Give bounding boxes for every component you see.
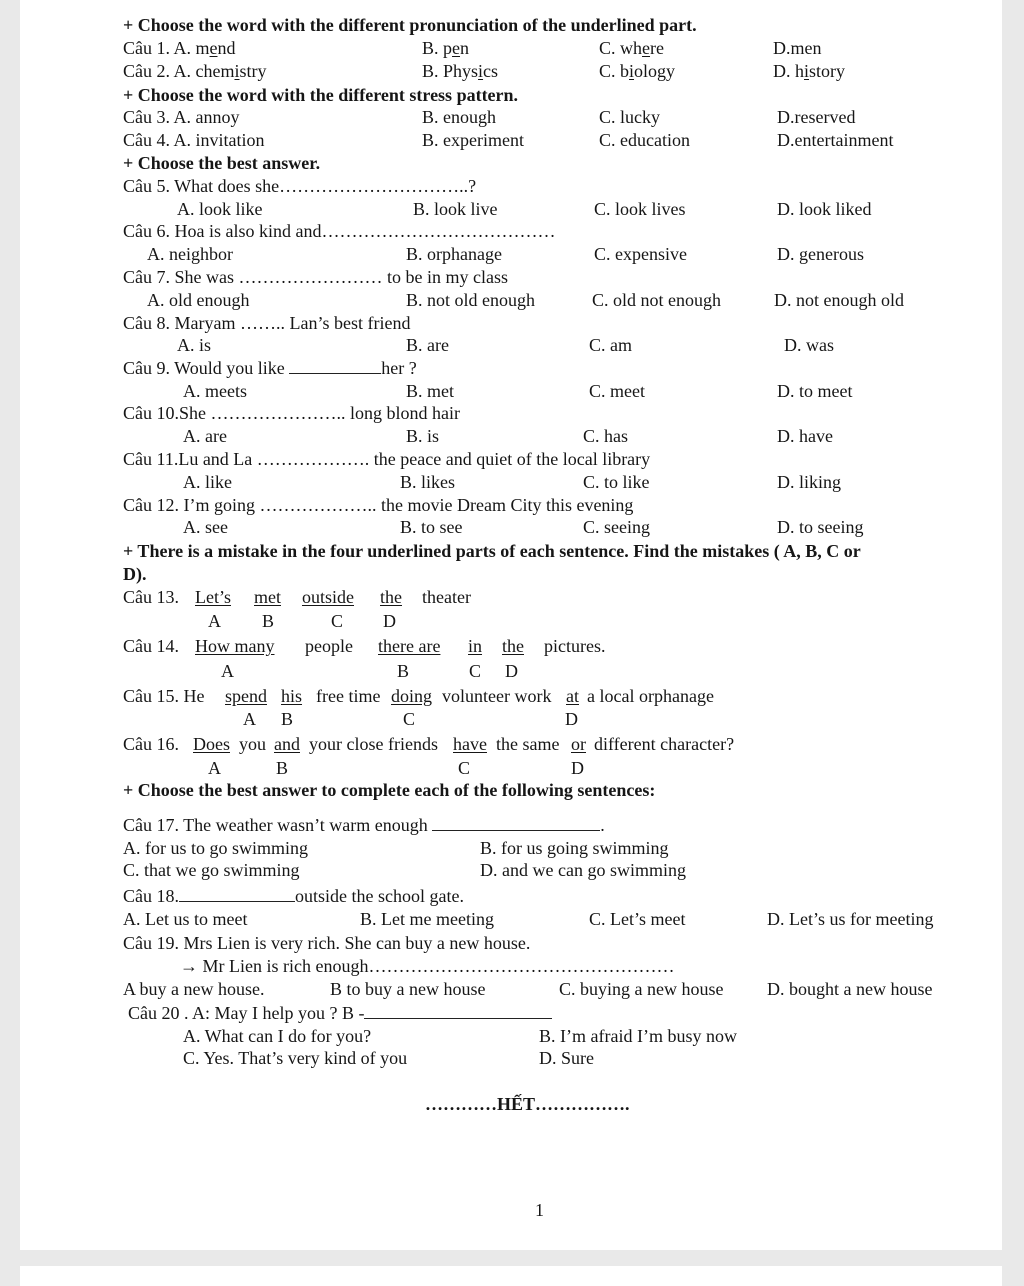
q6-option-d: D. generous [777,244,864,264]
q13-part-a: Let’s [195,587,231,607]
q14-letter-a: A [221,661,234,681]
q8-option-b: B. are [406,335,449,355]
q4-option-d: D.entertainment [777,130,894,150]
q15-label: Câu 15. He [123,686,205,706]
q4-option-a: Câu 4. A. invitation [123,130,265,150]
q10-option-d: D. have [777,426,833,446]
q9-option-c: C. meet [589,381,645,401]
q18-option-a: A. Let us to meet [123,909,248,929]
q14-letter-c: C [469,661,482,681]
q15-part-a: spend [225,686,267,706]
q15-text-2: volunteer work [442,686,552,706]
q8-option-c: C. am [589,335,632,355]
q12-option-a: A. see [183,517,228,537]
q20-blank [364,1004,552,1019]
q14-part-b: there are [378,636,441,656]
q13-letter-c: C [331,611,344,631]
q6-option-b: B. orphanage [406,244,502,264]
q13-rest: theater [422,587,471,607]
q16-letter-d: D [571,758,584,778]
q10-option-a: A. are [183,426,227,446]
q11-option-b: B. likes [400,472,456,492]
q5-option-d: D. look liked [777,199,872,219]
q18-option-d: D. Let’s us for meeting [767,909,934,929]
q16-part-a: Does [193,734,230,754]
q17-blank [432,816,600,831]
q10-option-c: C. has [583,426,628,446]
q1-option-d: D.men [773,38,822,58]
q19-stem: Câu 19. Mrs Lien is very rich. She can buy a new house. [123,933,531,953]
document-page [20,0,1002,1250]
q16-letter-b: B [276,758,289,778]
q16-text-2: your close friends [309,734,438,754]
q16-part-d: or [571,734,586,754]
q11-option-d: D. liking [777,472,842,492]
q16-part-b: and [274,734,300,754]
q9-blank [289,359,381,374]
q17-stem: Câu 17. The weather wasn’t warm enough . [123,815,605,835]
q19-option-c: C. buying a new house [559,979,724,999]
q15-part-c: doing [391,686,433,706]
q11-stem: Câu 11.Lu and La ………………. the peace and quiet of the local library [123,449,651,469]
q15-text-1: free time [316,686,381,706]
q9-option-a: A. meets [183,381,247,401]
q1-option-b: B. pen [422,38,470,58]
q2-option-c: C. biology [599,61,676,81]
q16-rest: different character? [594,734,735,754]
q4-option-b: B. experiment [422,130,524,150]
q17-option-c: C. that we go swimming [123,860,300,880]
q15-letter-a: A [243,709,256,729]
q3-option-d: D.reserved [777,107,856,127]
q10-stem: Câu 10.She ………………….. long blond hair [123,403,460,423]
q11-option-c: C. to like [583,472,650,492]
q12-option-c: C. seeing [583,517,650,537]
q1-option-a: Câu 1. A. mend [123,38,236,58]
q5-option-b: B. look live [413,199,498,219]
q14-letter-d: D [505,661,518,681]
q13-part-d: the [380,587,402,607]
q2-option-a: Câu 2. A. chemistry [123,61,267,81]
q15-part-b: his [281,686,303,706]
q13-part-c: outside [302,587,354,607]
q13-letter-d: D [383,611,396,631]
q20-option-a: A. What can I do for you? [183,1026,372,1046]
q18-blank [179,887,295,902]
q14-part-c: in [468,636,483,656]
section-heading-complete: + Choose the best answer to complete each of the following sentences: [123,780,656,800]
end-marker: …………HẾT……………. [425,1094,630,1114]
q14-rest: pictures. [544,636,606,656]
q7-option-c: C. old not enough [592,290,721,310]
q5-option-c: C. look lives [594,199,686,219]
q15-letter-c: C [403,709,416,729]
section-heading-stress: + Choose the word with the different stress pattern. [123,85,519,105]
q16-letter-a: A [208,758,221,778]
q11-option-a: A. like [183,472,232,492]
q9-stem: Câu 9. Would you like her ? [123,358,417,378]
q16-part-c: have [453,734,487,754]
q14-text-1: people [305,636,353,656]
q7-option-b: B. not old enough [406,290,535,310]
q13-letter-a: A [208,611,221,631]
q20-option-b: B. I’m afraid I’m busy now [539,1026,737,1046]
page-number: 1 [535,1200,544,1220]
q15-part-d: at [566,686,579,706]
q1-option-c: C. where [599,38,664,58]
q17-option-d: D. and we can go swimming [480,860,686,880]
q12-option-d: D. to seeing [777,517,864,537]
q19-rewrite: → Mr Lien is rich enough…………………………………………… [180,956,675,976]
section-heading-pronunciation: + Choose the word with the different pronunciation of the underlined part. [123,15,697,35]
q15-letter-b: B [281,709,294,729]
q14-label: Câu 14. [123,636,179,656]
q6-stem: Câu 6. Hoa is also kind and………………………………… [123,221,556,241]
q18-stem: Câu 18. outside the school gate. [123,886,464,906]
q8-option-d: D. was [784,335,834,355]
q9-option-b: B. met [406,381,454,401]
q14-part-a: How many [195,636,275,656]
q19-option-b: B to buy a new house [330,979,486,999]
q20-stem: Câu 20 . A: May I help you ? B - [128,1002,552,1024]
q17-option-a: A. for us to go swimming [123,838,309,858]
q16-text-1: you [239,734,266,754]
q17-option-b: B. for us going swimming [480,838,669,858]
q7-stem: Câu 7. She was …………………… to be in my class [123,267,508,287]
q19-option-d: D. bought a new house [767,979,933,999]
q18-option-c: C. Let’s meet [589,909,686,929]
q12-option-b: B. to see [400,517,463,537]
q16-letter-c: C [458,758,471,778]
q10-option-b: B. is [406,426,440,446]
q8-stem: Câu 8. Maryam …….. Lan’s best friend [123,313,411,333]
q15-rest: a local orphanage [587,686,714,706]
section-heading-find-mistake-cont: D). [123,564,147,584]
q14-part-d: the [502,636,524,656]
q3-option-c: C. lucky [599,107,660,127]
section-heading-best-answer: + Choose the best answer. [123,153,321,173]
q5-option-a: A. look like [177,199,263,219]
q13-label: Câu 13. [123,587,179,607]
next-page-edge [20,1266,1002,1286]
q18-option-b: B. Let me meeting [360,909,494,929]
q2-option-b: B. Physics [422,61,499,81]
q13-part-b: met [254,587,281,607]
q16-label: Câu 16. [123,734,179,754]
q20-option-d: D. Sure [539,1048,594,1068]
q14-letter-b: B [397,661,410,681]
q12-stem: Câu 12. I’m going ……………….. the movie Dream City this evening [123,495,634,515]
section-heading-find-mistake: + There is a mistake in the four underlined parts of each sentence. Find the mistakes ( A, B, C or [123,541,861,561]
q16-text-3: the same [496,734,560,754]
q9-option-d: D. to meet [777,381,853,401]
q13-letter-b: B [262,611,275,631]
q6-option-c: C. expensive [594,244,687,264]
q4-option-c: C. education [599,130,690,150]
q3-option-a: Câu 3. A. annoy [123,107,240,127]
q6-option-a: A. neighbor [147,244,233,264]
q19-option-a: A buy a new house. [123,979,265,999]
q7-option-a: A. old enough [147,290,250,310]
q3-option-b: B. enough [422,107,496,127]
q7-option-d: D. not enough old [774,290,904,310]
q5-stem: Câu 5. What does she…………………………..? [123,176,477,196]
q15-letter-d: D [565,709,578,729]
q2-option-d: D. history [773,61,846,81]
q8-option-a: A. is [177,335,212,355]
q20-option-c: C. Yes. That’s very kind of you [183,1048,408,1068]
